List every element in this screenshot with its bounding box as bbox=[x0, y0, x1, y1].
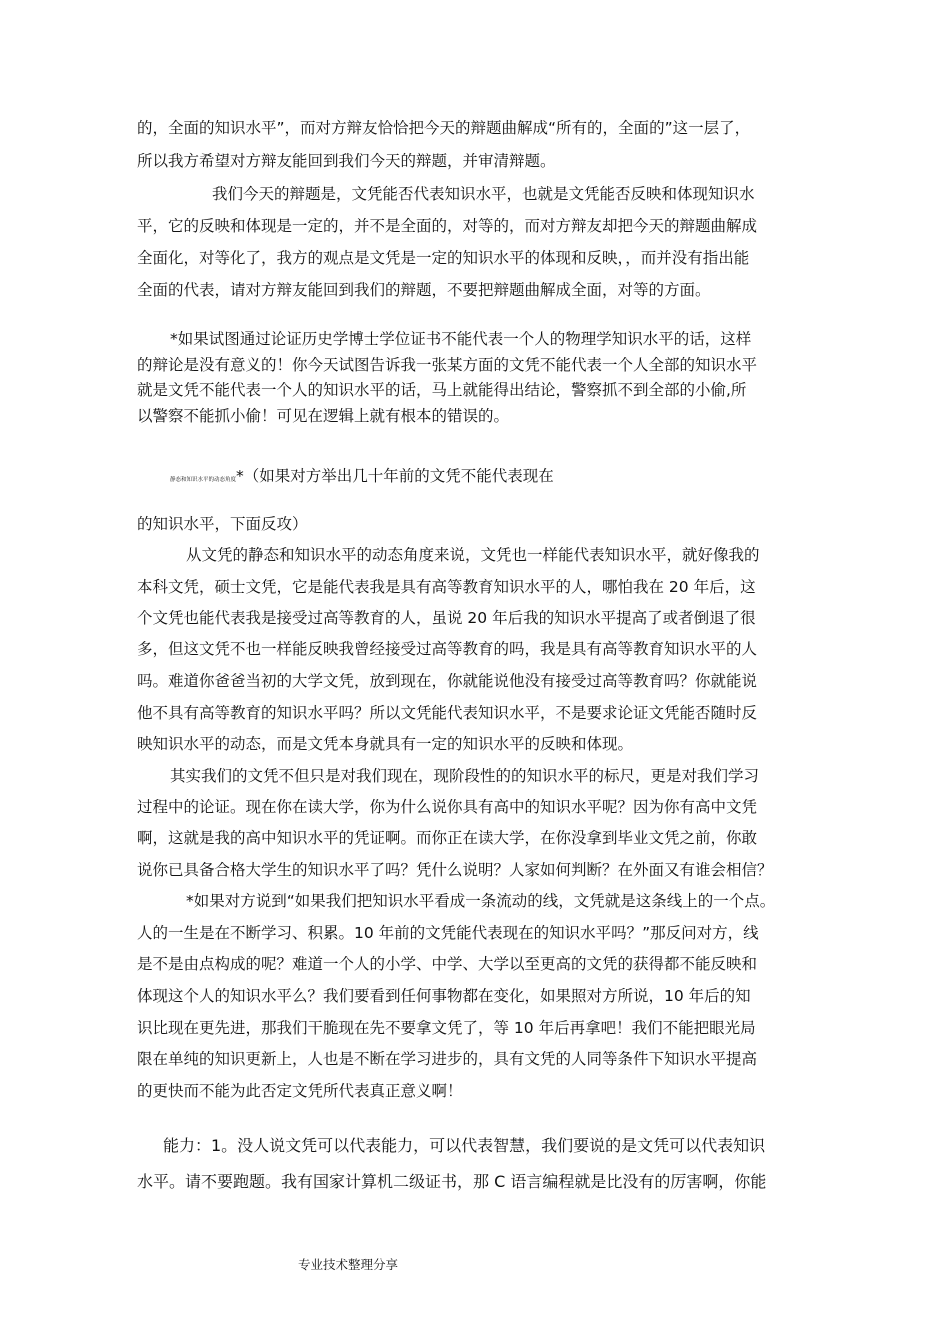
text-line: 从文凭的静态和知识水平的动态角度来说，文凭也一样能代表知识水平，就好像我的 bbox=[186, 546, 760, 564]
text-line: 本科文凭，硕士文凭，它是能代表我是具有高等教育知识水平的人，哪怕我在 20 年后，这 bbox=[137, 578, 756, 596]
text-line: 的知识水平，下面反攻） bbox=[137, 515, 308, 533]
text-line: 是不是由点构成的呢？难道一个人的小学、中学、大学以至更高的文凭的获得都不能反映和 bbox=[137, 955, 758, 973]
text-line: 能力：1。没人说文凭可以代表能力，可以代表智慧，我们要说的是文凭可以代表知识 bbox=[163, 1136, 766, 1155]
text-line: 的，全面的知识水平”，而对方辩友恰恰把今天的辩题曲解成“所有的，全面的”这一层了， bbox=[137, 119, 751, 137]
page-footer: 专业技术整理分享 bbox=[298, 1257, 399, 1272]
text-line: *如果试图通过论证历史学博士学位证书不能代表一个人的物理学知识水平的话，这样 bbox=[170, 330, 752, 348]
text-line: 人的一生是在不断学习、积累。10 年前的文凭能代表现在的知识水平吗？”那反问对方，线 bbox=[137, 924, 759, 942]
text-line: 吗。难道你爸爸当初的大学文凭，放到现在，你就能说他没有接受过高等教育吗？你就能说 bbox=[137, 672, 758, 690]
text-line: 就是文凭不能代表一个人的知识水平的话，马上就能得出结论，警察抓不到全部的小偷,所 bbox=[137, 381, 747, 399]
text-line: 体现这个人的知识水平么？我们要看到任何事物都在变化，如果照对方所说，10 年后的知 bbox=[137, 987, 751, 1005]
text-line: 识比现在更先进，那我们干脆现在先不要拿文凭了，等 10 年后再拿吧！我们不能把眼光局 bbox=[137, 1019, 756, 1037]
text-segment: *（如果对方举出几十年前的文凭不能代表现在 bbox=[236, 467, 554, 485]
text-line: 全面化，对等化了，我方的观点是文凭是一定的知识水平的体现和反映，，而并没有指出能 bbox=[137, 249, 750, 267]
text-line: 我们今天的辩题是，文凭能否代表知识水平，也就是文凭能否反映和体现知识水 bbox=[212, 185, 755, 203]
text-line: 其实我们的文凭不但只是对我们现在，现阶段性的的知识水平的标尺，更是对我们学习 bbox=[170, 767, 760, 785]
text-line: 多，但这文凭不也一样能反映我曾经接受过高等教育的吗，我是具有高等教育知识水平的人 bbox=[137, 640, 758, 658]
text-line: *如果对方说到“如果我们把知识水平看成一条流动的线，文凭就是这条线上的一个点。 bbox=[186, 892, 776, 910]
text-line: 的更快而不能为此否定文凭所代表真正意义啊！ bbox=[137, 1082, 463, 1100]
text-line: 水平。请不要跑题。我有国家计算机二级证书，那 C 语言编程就是比没有的厉害啊，你能 bbox=[137, 1172, 767, 1191]
text-line: 的辩论是没有意义的！你今天试图告诉我一张某方面的文凭不能代表一个人全部的知识水平 bbox=[137, 356, 758, 374]
text-line: 所以我方希望对方辩友能回到我们今天的辩题，并审清辩题。 bbox=[137, 152, 556, 170]
text-line: 啊，这就是我的高中知识水平的凭证啊。而你正在读大学，在你没拿到毕业文凭之前，你敢 bbox=[137, 829, 758, 847]
text-line: 过程中的论证。现在你在读大学，你为什么说你具有高中的知识水平呢？因为你有高中文凭 bbox=[137, 798, 758, 816]
text-line: 映知识水平的动态，而是文凭本身就具有一定的知识水平的反映和体现。 bbox=[137, 735, 634, 753]
text-line: 以警察不能抓小偷！可见在逻辑上就有根本的错误的。 bbox=[137, 407, 510, 425]
text-line: 个文凭也能代表我是接受过高等教育的人，虽说 20 年后我的知识水平提高了或者倒退了很 bbox=[137, 609, 756, 627]
text-line: 平，它的反映和体现是一定的，并不是全面的，对等的，而对方辩友却把今天的辩题曲解成 bbox=[137, 217, 758, 235]
text-line: 他不具有高等教育的知识水平吗？所以文凭能代表知识水平，不是要求论证文凭能否随时反 bbox=[137, 704, 758, 722]
text-line: 说你已具备合格大学生的知识水平了吗？凭什么说明？人家如何判断？在外面又有谁会相信？ bbox=[137, 861, 773, 879]
text-line bbox=[170, 466, 554, 490]
text-line: 限在单纯的知识更新上，人也是不断在学习进步的，具有文凭的人同等条件下知识水平提高 bbox=[137, 1050, 758, 1068]
text-line: 全面的代表，请对方辩友能回到我们的辩题，不要把辩题曲解成全面，对等的方面。 bbox=[137, 281, 711, 299]
small-heading: 静态和知识水平的动态角度 bbox=[170, 477, 237, 483]
